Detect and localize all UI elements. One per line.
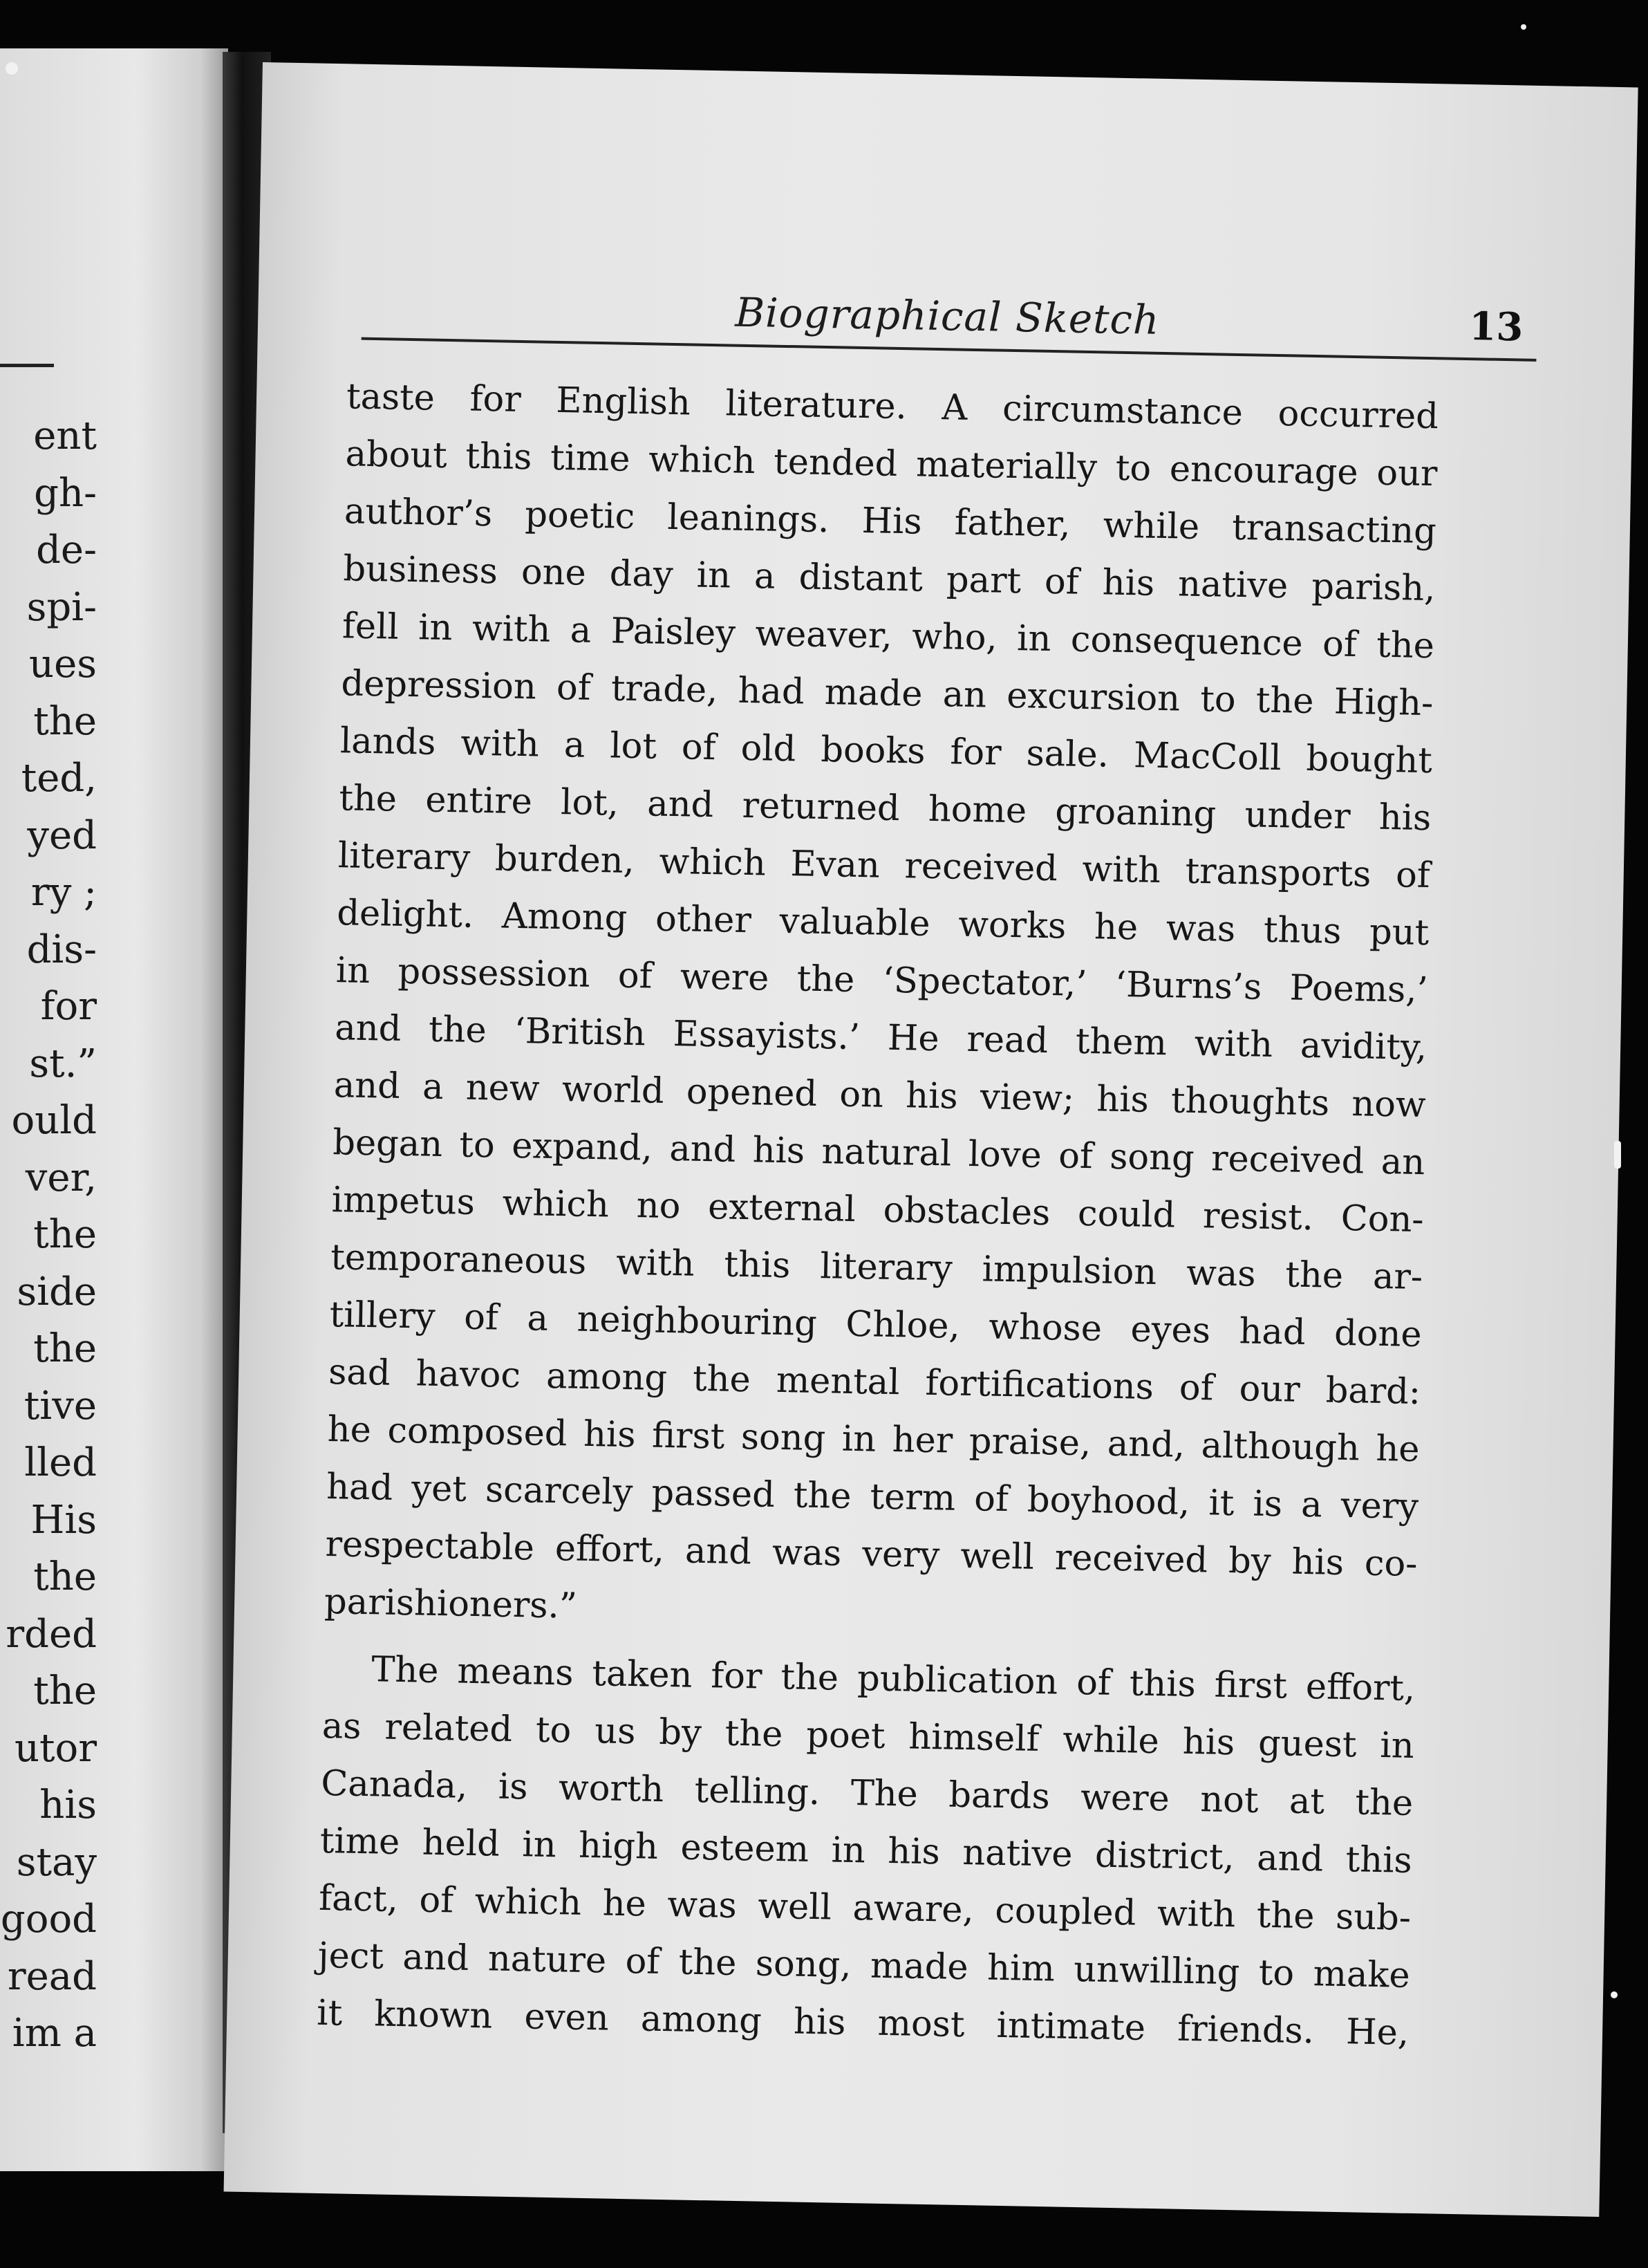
book-page [224,62,1638,2217]
left-line: the [33,1212,97,1257]
text-line: business one day in a distant part of his native parish, [343,548,1436,610]
text-line: author’s poetic leanings. His father, while transacting [344,491,1437,552]
text-line: and the ‘British Essayists.’ He read them with avidity, [334,1007,1427,1069]
text-line: as related to us by the poet himself while his guest in [321,1705,1415,1767]
text-line: it known even among his most intimate friends. He, [316,1992,1410,2054]
left-line: his [39,1783,97,1828]
text-line: fact, of which he was well aware, coupled with the sub- [318,1877,1412,1939]
text-line: impetus which no external obstacles could resist. Con- [331,1180,1425,1241]
left-line: gh- [34,470,97,516]
left-line: the [33,1326,97,1371]
left-line: good [0,1897,97,1942]
text-line: the entire lot, and returned home groaning under his [338,778,1432,839]
left-line: side [17,1269,97,1314]
text-line: tillery of a neighbouring Chloe, whose eyes had done [329,1294,1423,1356]
text-line: time held in high esteem in his native district, and this [319,1820,1413,1881]
left-line: st.” [29,1041,97,1086]
left-line: the [33,1669,97,1713]
left-line: utor [14,1725,97,1771]
body-text [317,368,1439,2062]
left-line: read [7,1953,97,1999]
scan-speck [1521,24,1526,30]
text-line: he composed his first song in her praise, and, although he [327,1409,1421,1470]
left-line: ues [29,642,97,687]
running-title: Biographical Sketch [734,288,1160,344]
running-head [362,275,1537,362]
left-line: the [33,1554,97,1599]
left-line: rded [6,1611,97,1657]
text-line: literary burden, which Evan received with transports of [337,835,1431,897]
left-line: dis- [26,927,97,972]
text-line: fell in with a Paisley weaver, who, in consequence of the [341,606,1435,667]
left-line: ent [33,413,97,458]
left-line: His [30,1497,97,1543]
paragraph [317,1640,1416,2062]
text-line: about this time which tended materially to encourage our [345,434,1438,495]
paragraph [324,368,1439,1651]
left-page-text [0,408,97,2063]
text-line: parishioners.” [324,1581,578,1627]
left-line: stay [16,1839,97,1885]
left-line: de- [36,528,97,573]
page-number: 13 [1468,304,1524,351]
text-line: began to expand, and his natural love of song received an [332,1122,1425,1184]
text-line: ject and nature of the song, made him unwilling to make [317,1935,1411,1996]
text-line: in possession of were the ‘Spectator,’ ‘Burns’s Poems,’ [335,950,1429,1012]
scan-speck [1611,1991,1618,1998]
left-line: ver, [25,1155,97,1200]
left-line: the [33,698,97,744]
left-line: spi- [26,584,97,630]
left-page-rule [0,364,54,367]
text-line: had yet scarcely passed the term of boyhood, it is a very [326,1467,1419,1527]
left-line: ted, [21,756,97,801]
left-line: tive [24,1383,97,1429]
text-line: respectable effort, and was very well received by his co- [325,1524,1418,1585]
left-line: im a [12,2011,97,2056]
text-line: delight. Among other valuable works he was thus put [336,893,1430,954]
text-line: lands with a lot of old books for sale. MacColl bought [339,721,1433,782]
text-line: and a new world opened on his view; his thoughts now [333,1065,1427,1126]
left-line: lled [24,1440,97,1485]
text-line: The means taken for the publication of this first effort, [371,1649,1416,1709]
text-line: temporaneous with this literary impulsion was the ar- [330,1237,1423,1299]
left-page [0,48,228,2171]
left-line: for [40,984,97,1029]
text-line: taste for English literature. A circumstance occurred [346,376,1439,438]
left-line: yed [27,812,97,858]
scan-speck [6,62,18,75]
scan-speck [1614,1141,1621,1169]
left-line: ould [11,1098,97,1143]
text-line: Canada, is worth telling. The bards were not at the [320,1763,1414,1824]
text-line: sad havoc among the mental fortifications of our bard: [328,1352,1421,1413]
left-line: ry ; [30,870,97,915]
text-line: depression of trade, had made an excursion to the High- [341,663,1434,725]
